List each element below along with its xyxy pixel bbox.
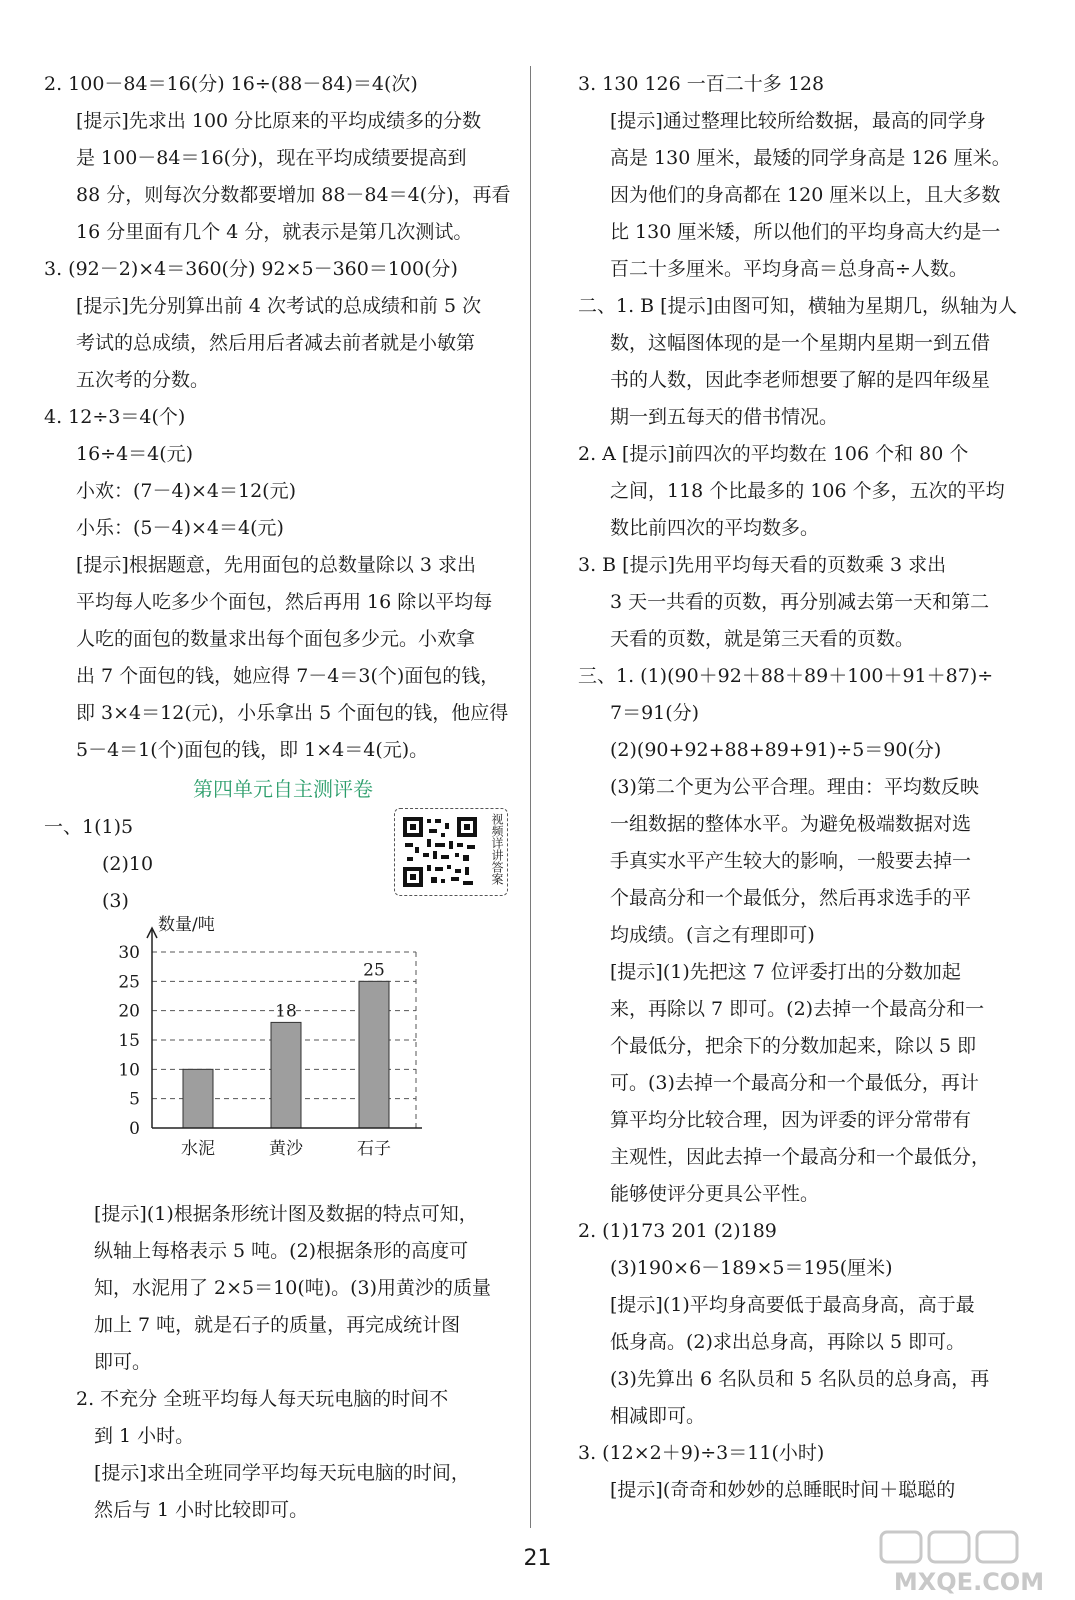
left-answers-part1 (44, 66, 522, 769)
answer-line: 纵轴上每格表示 5 吨。(2)根据条形的高度可 (94, 1240, 469, 1262)
answer-line: 高是 130 厘米，最矮的同学身高是 126 厘米。 (610, 147, 1011, 169)
answer-line: 2. 不充分 全班平均每人每天玩电脑的时间不 (76, 1388, 449, 1410)
bar-data-label: 18 (275, 1001, 297, 1022)
answer-line: 均成绩。(言之有理即可) (610, 924, 815, 946)
y-tick-label: 0 (129, 1119, 140, 1139)
qr-code[interactable] (394, 808, 508, 896)
bar (359, 981, 389, 1128)
x-category-label: 石子 (357, 1139, 391, 1159)
answer-line: 3. B [提示]先用平均每天看的页数乘 3 求出 (578, 554, 947, 576)
answer-line: 人吃的面包的数量求出每个面包多少元。小欢拿 (76, 628, 476, 650)
answer-line: 2. A [提示]前四次的平均数在 106 个和 80 个 (578, 443, 969, 465)
answer-line: [提示]先分别算出前 4 次考试的总成绩和前 5 次 (76, 295, 482, 317)
answer-line: 一、1(1)5 (44, 816, 134, 838)
answer-line: 7＝91(分) (610, 702, 700, 724)
answer-line: 之间，118 个比最多的 106 个多，五次的平均 (610, 480, 1005, 502)
watermark-text: MXQE.COM (893, 1568, 1045, 1596)
y-tick-label: 30 (118, 943, 140, 963)
answer-line: 平均每人吃多少个面包，然后再用 16 除以平均每 (76, 591, 493, 613)
answer-line: 三、1. (1)(90＋92＋88＋89＋100＋91＋87)÷ (578, 665, 994, 687)
answer-line: 因为他们的身高都在 120 厘米以上，且大多数 (610, 184, 1001, 206)
left-answers-part3 (44, 1196, 522, 1529)
answer-line: [提示](奇奇和妙妙的总睡眠时间＋聪聪的 (610, 1479, 956, 1501)
answer-line: 然后与 1 小时比较即可。 (94, 1499, 309, 1521)
bar-data-label: 25 (363, 960, 385, 981)
answer-line: 到 1 小时。 (94, 1425, 195, 1447)
answer-line: 考试的总成绩，然后用后者减去前者就是小敏第 (76, 332, 476, 354)
x-category-label: 水泥 (181, 1139, 215, 1159)
answer-line: 五次考的分数。 (76, 369, 210, 391)
answer-line: (3)第二个更为公平合理。理由：平均数反映 (610, 776, 979, 798)
page-number: 21 (523, 1546, 552, 1571)
y-tick-label: 5 (129, 1089, 140, 1110)
answer-line: 4. 12÷3＝4(个) (44, 406, 186, 428)
answer-line: [提示](1)平均身高要低于最高身高，高于最 (610, 1294, 975, 1316)
y-axis-label: 数量/吨 (158, 915, 215, 935)
answer-line: [提示]通过整理比较所给数据，最高的同学身 (610, 110, 986, 132)
answer-line: 2. 100－84＝16(分) 16÷(88－84)＝4(次) (44, 73, 418, 95)
y-tick-label: 25 (118, 972, 140, 993)
answer-line: 算平均分比较合理，因为评委的评分常带有 (610, 1109, 972, 1131)
answer-line: [提示]求出全班同学平均每天玩电脑的时间， (94, 1462, 470, 1484)
answer-line: 加上 7 吨，就是石子的质量，再完成统计图 (94, 1314, 461, 1336)
answer-line: (2)(90+92+88+89+91)÷5＝90(分) (610, 739, 942, 761)
y-tick-label: 15 (118, 1031, 140, 1051)
y-tick-label: 10 (118, 1060, 140, 1081)
answer-line: 3. (12×2＋9)÷3＝11(小时) (578, 1442, 825, 1464)
watermark-logo (873, 1528, 1059, 1598)
answer-line: 88 分，则每次分数都要增加 88－84＝4(分)，再看 (76, 184, 511, 206)
answer-line: [提示](1)根据条形统计图及数据的特点可知， (94, 1203, 478, 1225)
answer-line: [提示]根据题意，先用面包的总数量除以 3 求出 (76, 554, 476, 576)
answer-line: 相减即可。 (610, 1405, 706, 1427)
answer-line: 低身高。(2)求出总身高，再除以 5 即可。 (610, 1331, 966, 1353)
answer-line: 个最高分和一个最低分，然后再求选手的平 (610, 887, 972, 909)
answer-line: 3. (92－2)×4＝360(分) 92×5－360＝100(分) (44, 258, 458, 280)
answer-line: 2. (1)173 201 (2)189 (578, 1220, 777, 1242)
bar (183, 1069, 213, 1128)
answer-line: 百二十多厘米。平均身高＝总身高÷人数。 (610, 258, 968, 280)
answer-line: 能够使评分更具公平性。 (610, 1183, 820, 1205)
answer-line: 即 3×4＝12(元)，小乐拿出 5 个面包的钱，他应得 (76, 702, 509, 724)
answer-line: 数，这幅图体现的是一个星期内星期一到五借 (610, 332, 991, 354)
answer-line: 书的人数，因此李老师想要了解的是四年级星 (610, 369, 991, 391)
left-column (44, 66, 522, 1529)
answer-line: 主观性，因此去掉一个最高分和一个最低分， (610, 1146, 991, 1168)
answer-line: [提示](1)先把这 7 位评委打出的分数加起 (610, 961, 961, 983)
bar-chart (112, 908, 422, 1160)
answer-line: 3. 130 126 一百二十多 128 (578, 73, 825, 95)
answer-line: 手真实水平产生较大的影响，一般要去掉一 (610, 850, 972, 872)
answer-line: 16 分里面有几个 4 分，就表示是第几次测试。 (76, 221, 473, 243)
right-answers (578, 66, 1033, 1509)
answer-line: 数比前四次的平均数多。 (610, 517, 820, 539)
column-divider (530, 66, 531, 1528)
answer-line: 16÷4＝4(元) (76, 443, 194, 465)
answer-line: (3)先算出 6 名队员和 5 名队员的总身高，再 (610, 1368, 990, 1390)
y-tick-label: 20 (118, 1001, 140, 1022)
answer-line: 可。(3)去掉一个最高分和一个最低分，再计 (610, 1072, 979, 1094)
bar (271, 1022, 301, 1128)
answer-line: 小乐：(5－4)×4＝4(元) (76, 517, 284, 539)
answer-line: 出 7 个面包的钱，她应得 7－4＝3(个)面包的钱， (76, 665, 500, 687)
answer-line: (3)190×6－189×5＝195(厘米) (610, 1257, 893, 1279)
answer-line: 是 100－84＝16(分)，现在平均成绩要提高到 (76, 147, 467, 169)
right-column (578, 66, 1033, 1509)
answer-line: (2)10 (102, 853, 154, 875)
answer-line: (3) (102, 890, 129, 912)
answer-line: 期一到五每天的借书情况。 (610, 406, 839, 428)
answer-line: 一组数据的整体水平。为避免极端数据对选 (610, 813, 972, 835)
answer-line: [提示]先求出 100 分比原来的平均成绩多的分数 (76, 110, 482, 132)
x-category-label: 黄沙 (269, 1139, 303, 1159)
answer-line: 5－4＝1(个)面包的钱，即 1×4＝4(元)。 (76, 739, 429, 761)
answer-line: 二、1. B [提示]由图可知，横轴为星期几，纵轴为人 (578, 295, 1017, 317)
answer-line: 天看的页数，就是第三天看的页数。 (610, 628, 915, 650)
answer-line: 知，水泥用了 2×5＝10(吨)。(3)用黄沙的质量 (94, 1277, 492, 1299)
answer-line: 个最低分，把余下的分数加起来，除以 5 即 (610, 1035, 977, 1057)
answer-line: 小欢：(7－4)×4＝12(元) (76, 480, 297, 502)
qr-code-icon (401, 815, 479, 889)
answer-line: 来，再除以 7 即可。(2)去掉一个最高分和一 (610, 998, 985, 1020)
answer-line: 比 130 厘米矮，所以他们的平均身高大约是一 (610, 221, 1001, 243)
qr-label: 视频详讲答案 (490, 813, 504, 885)
section-title: 第四单元自主测评卷 (193, 777, 373, 801)
answer-line: 即可。 (94, 1351, 152, 1373)
answer-line: 3 天一共看的页数，再分别减去第一天和第二 (610, 591, 990, 613)
